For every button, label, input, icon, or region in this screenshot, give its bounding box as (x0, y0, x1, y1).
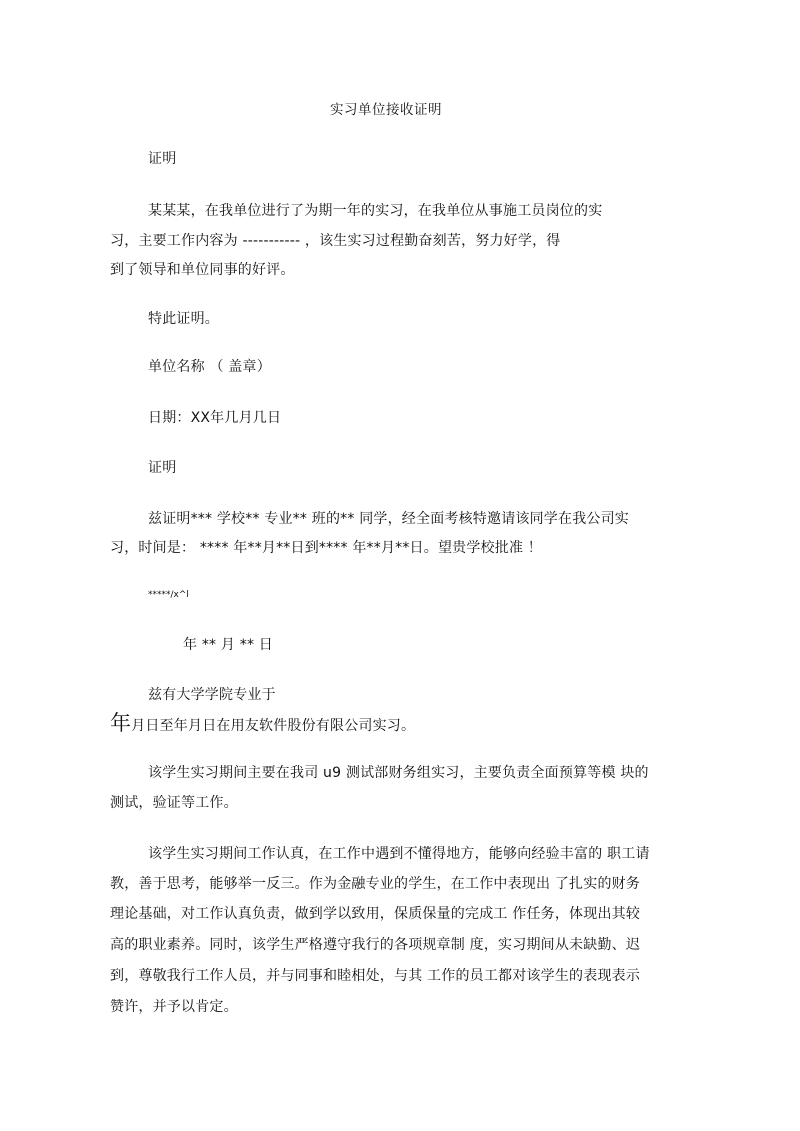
section3-intro: 兹有大学学院专业于 (148, 687, 276, 703)
section1-body-line: 到了领导和单位同事的好评。 (110, 262, 295, 278)
document-title: 实习单位接收证明 (330, 102, 442, 118)
section3-para2-line: 教，善于思考，能够举一反三。作为金融专业的学生，在工作中表现出 了扎实的财务 (110, 876, 641, 892)
section3-period-prefix: 年 (110, 711, 132, 735)
section1-body-line: 习，主要工作内容为 ----------- ，该生实习过程勤奋刻苦，努力好学，得 (110, 233, 561, 249)
section3-period (110, 711, 416, 735)
section3-para2-line: 到，尊敬我行工作人员，并与同事和睦相处，与其 工作的员工都对该学生的表现表示 (110, 968, 641, 984)
section1-date: 日期：XX年几月几日 (148, 410, 282, 426)
section3-para2-line: 赞许，并予以肯定。 (110, 999, 238, 1015)
section1-body-line: 某某某，在我单位进行了为期一年的实习，在我单位从事施工员岗位的实 (148, 203, 603, 219)
section2-heading: 证明 (148, 460, 177, 476)
section2-date: 年 ** 月 ** 日 (183, 637, 274, 653)
section3-period-rest: 月日至年月日在用友软件股份有限公司实习。 (131, 718, 416, 734)
section3-para2-line: 高的职业素养。同时，该学生严格遵守我行的各项规章制 度，实习期间从未缺勤、迟 (110, 937, 641, 953)
section1-heading: 证明 (148, 151, 177, 167)
section3-para2-line: 理论基础，对工作认真负责，做到学以致用，保质保量的完成工 作任务，体现出其较 (110, 906, 641, 922)
section1-closing: 特此证明。 (148, 311, 219, 327)
section3-para1-line: 该学生实习期间主要在我司 u9 测试部财务组实习，主要负责全面预算等模 块的 (148, 765, 649, 781)
section2-signature: *****/x^l (148, 590, 189, 600)
section2-body-line: 兹证明*** 学校** 专业** 班的** 同学，经全面考核特邀请该同学在我公司实 (148, 511, 629, 527)
section3-para1-line: 测试，验证等工作。 (110, 795, 238, 811)
section1-unit-name: 单位名称 （ 盖章） (148, 359, 271, 375)
section3-para2-line: 该学生实习期间工作认真，在工作中遇到不懂得地方，能够向经验丰富的 职工请 (148, 846, 650, 862)
section2-body-line: 习，时间是： **** 年**月**日到**** 年**月**日。望贵学校批准 ！ (110, 540, 542, 556)
